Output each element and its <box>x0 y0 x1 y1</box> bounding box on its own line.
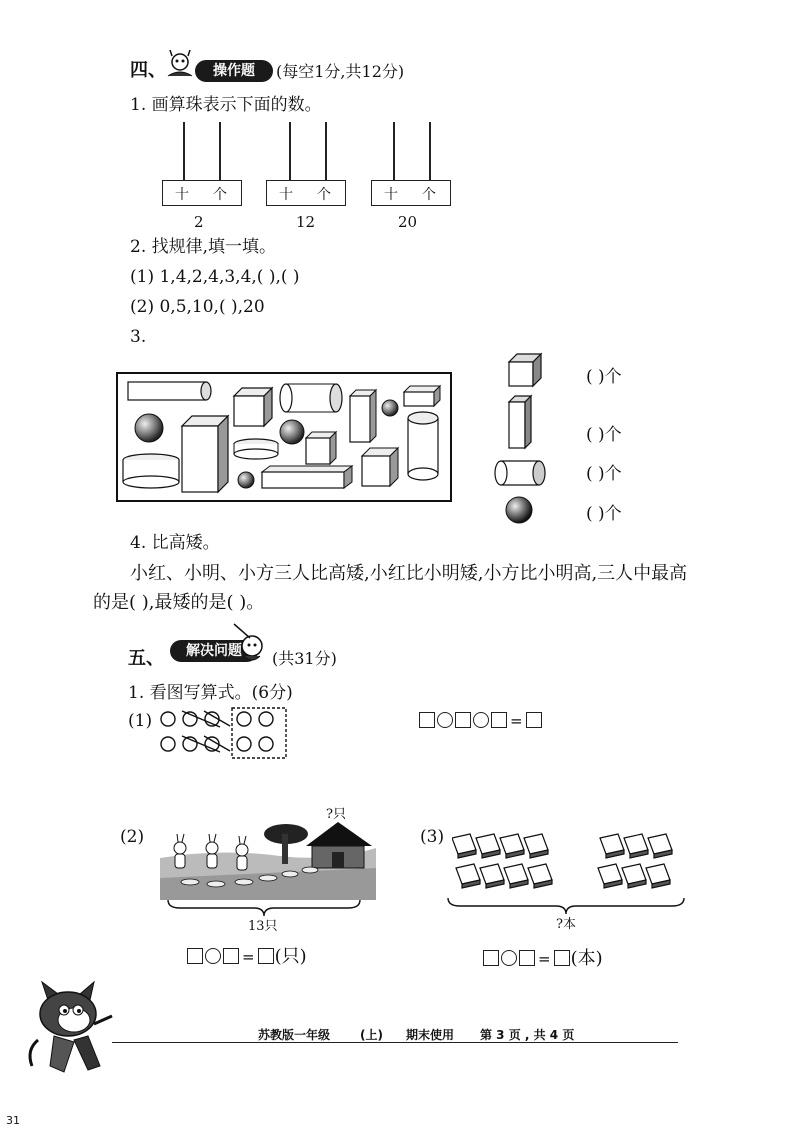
equals-sign: = <box>510 712 523 730</box>
unit-label: (只) <box>274 946 307 967</box>
shapes-illustration <box>116 372 452 502</box>
question-4-1: 1. 画算珠表示下面的数。 <box>130 95 322 115</box>
ones-label: 个 <box>317 187 331 203</box>
answer-box[interactable] <box>419 712 435 728</box>
height-compare-line-1: 小红、小明、小方三人比高矮,小红比小明矮,小方比小明高,三人中最高 <box>130 563 688 584</box>
ones-label: 个 <box>213 187 227 203</box>
operator-circle[interactable] <box>501 950 517 966</box>
ones-label: 个 <box>422 187 436 203</box>
equation-3[interactable] <box>482 948 603 970</box>
answer-box[interactable] <box>455 712 471 728</box>
section-4-points: (每空1分,共12分) <box>276 62 405 81</box>
mascot-icon <box>160 50 200 82</box>
operator-circle[interactable] <box>473 712 489 728</box>
question-4-3: 3. <box>130 327 147 347</box>
problem-1-label: (1) <box>128 711 153 731</box>
question-4-2: 2. 找规律,填一填。 <box>130 237 277 257</box>
problem-3-question: ?本 <box>556 917 576 932</box>
section-4-number: 四、 <box>130 60 166 81</box>
question-5-1: 1. 看图写算式。(6分) <box>128 683 293 703</box>
cylinder-icon <box>493 458 549 488</box>
answer-box[interactable] <box>519 950 535 966</box>
pattern-2[interactable]: (2) 0,5,10,( ),20 <box>130 297 265 317</box>
operator-circle[interactable] <box>437 712 453 728</box>
pattern-1[interactable]: (1) 1,4,2,4,3,4,( ),( ) <box>130 267 300 287</box>
mascot-icon <box>230 620 270 666</box>
footer-divider <box>112 1042 678 1043</box>
footer-edition: 苏教版一年级 <box>258 1028 331 1042</box>
answer-box[interactable] <box>187 948 203 964</box>
cube-count-blank[interactable]: ( )个 <box>586 367 622 387</box>
cat-mascot-icon <box>18 980 118 1080</box>
unit-label: (本) <box>570 948 603 969</box>
section-5-badge: 解决问题 <box>170 640 258 662</box>
section-5-number: 五、 <box>128 648 164 669</box>
footer-page: 第 3 页 , 共 4 页 <box>480 1028 575 1042</box>
equation-1[interactable] <box>418 710 543 732</box>
abacus-value: 2 <box>194 213 204 231</box>
problem-3-label: (3) <box>420 827 445 847</box>
answer-box[interactable] <box>258 948 274 964</box>
problem-2-total: 13只 <box>248 919 278 934</box>
answer-box[interactable] <box>491 712 507 728</box>
section-5-points: (共31分) <box>272 649 337 668</box>
equation-2[interactable] <box>186 946 307 968</box>
height-compare-line-2[interactable]: 的是( ),最矮的是( )。 <box>93 592 265 613</box>
cuboid-icon <box>505 394 539 450</box>
equals-sign: = <box>242 948 255 966</box>
operator-circle[interactable] <box>205 948 221 964</box>
problem-2-question: ?只 <box>326 807 346 822</box>
answer-box[interactable] <box>483 950 499 966</box>
total-brace <box>166 898 362 918</box>
cylinder-count-blank[interactable]: ( )个 <box>586 464 622 484</box>
footer-usage: 期末使用 <box>406 1028 455 1042</box>
tens-label: 十 <box>175 187 189 203</box>
answer-box[interactable] <box>554 950 570 966</box>
problem-2-label: (2) <box>120 827 145 847</box>
abacus-value: 20 <box>398 213 418 231</box>
question-4-4: 4. 比高矮。 <box>130 533 220 553</box>
answer-box[interactable] <box>223 948 239 964</box>
answer-box[interactable] <box>526 712 542 728</box>
abacus-value: 12 <box>296 213 316 231</box>
sphere-count-blank[interactable]: ( )个 <box>586 504 622 524</box>
tens-label: 十 <box>384 187 398 203</box>
total-brace <box>446 896 686 916</box>
cuboid-count-blank[interactable]: ( )个 <box>586 425 622 445</box>
circles-illustration <box>158 706 290 760</box>
rabbits-going-home-illustration <box>160 818 376 900</box>
footer-term: (上) <box>360 1028 383 1042</box>
tens-label: 十 <box>279 187 293 203</box>
section-4-badge: 操作题 <box>195 60 273 82</box>
page-number: 31 <box>6 1114 20 1127</box>
books-illustration <box>452 832 682 894</box>
equals-sign: = <box>538 950 551 968</box>
cube-icon <box>505 352 545 388</box>
sphere-icon <box>503 494 535 526</box>
